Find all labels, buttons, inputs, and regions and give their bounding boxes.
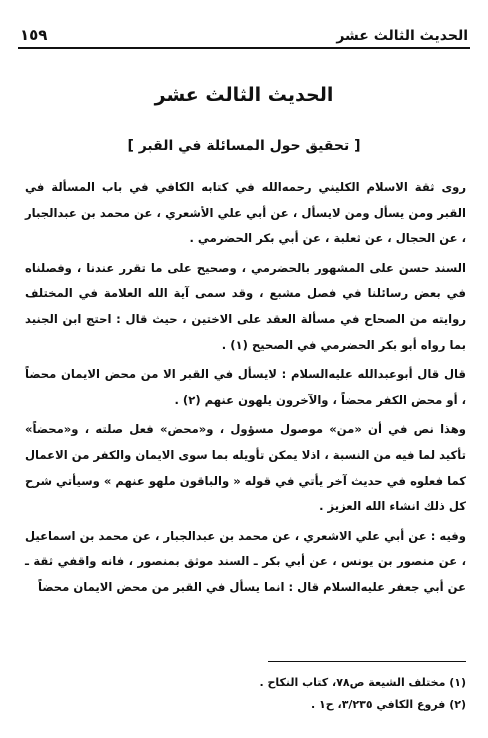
paragraph: وفيه : عن أبي علي الاشعري ، عن محمد بن عبدالجبار ، عن محمد بن اسماعيل ، عن منصور بن يونس ، عن أبي بكر ـ السند موثق بمنصور ، فانه واقفي ثقة ـ عن أبي جعفر عليه‌السلام قال : انما يسأل في القبر من محض الايمان محضاً [25, 528, 466, 594]
page-header [20, 18, 468, 44]
footnote: (٢) فروع الكافي ٣/٢٣٥، ح١ . [311, 698, 466, 711]
paragraph: قال قال أبوعبدالله عليه‌السلام : لايسأل في القبر الا من محض الايمان محضاً ، أو محض الكفر محضاً ، والآخرون يلهون عنهم (٢) . [25, 367, 466, 407]
section-title: [ تحقيق حول المسائلة في القبر ] [127, 138, 361, 154]
paragraph: وهذا نص في أن «من» موصول مسؤول ، و«محض» فعل صلته ، و«محضاً» تأكيد لما فيه من النسبة ، اذلا يمكن تأويله بما سوى الايمان والكفر من الاعمال كما فعلوه في حديث آخر يأتي في قوله « والباقون ملهو عنهم » وسيأتي شرح كل ذلك انشاء الله العزيز . [25, 422, 466, 514]
paragraph: السند حسن على المشهور بالحضرمي ، وصحيح على ما تقرر عندنا ، وفصلناه في بعض رسائلنا في فصل مشبع ، وقد سمى آية الله العلامة في المختلف روايته من الصحاح في مسألة العقد على الاختين ، حيث قال : احتج ابن الجنيد بما رواه أبو بكر الحضرمي في الصحيح (١) . [25, 260, 466, 352]
footnotes [25, 672, 466, 716]
footnote-rule [268, 661, 466, 662]
body-text [25, 175, 466, 605]
footnote: (١) مختلف الشيعة ص٧٨، كتاب النكاح . [259, 676, 466, 689]
paragraph: روى ثقة الاسلام الكليني رحمه‌الله في كتابه الكافي في باب المسألة في القبر ومن يسأل ومن لايسأل ، عن أبي علي الأشعري ، عن محمد بن عبدالجبار ، عن الحجال ، عن ثعلبة ، عن أبي بكر الحضرمي . [25, 180, 466, 246]
header-rule [18, 47, 470, 49]
page-number: ١٥٩ [20, 26, 48, 44]
chapter-title: الحديث الثالث عشر [154, 84, 334, 106]
running-title: الحديث الثالث عشر [336, 28, 468, 44]
